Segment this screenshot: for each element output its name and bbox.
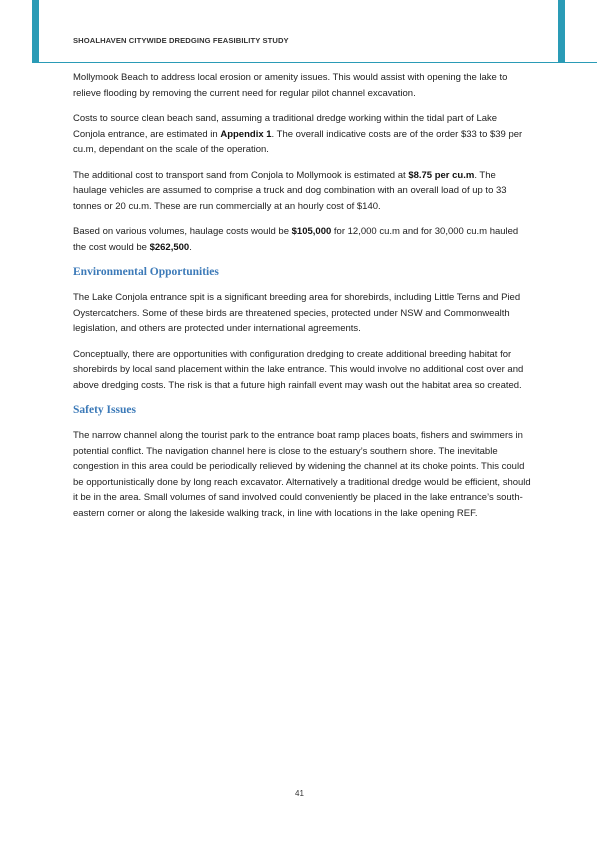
- paragraph: The additional cost to transport sand from Conjola to Mollymook is estimated at $8.75 per cu.m. The haulage vehicles are assumed to comprise a truck and dog combination with an overall load of up to 33 tonnes or 20 cu.m. These are run commercially at an hourly cost of $140.: [73, 169, 507, 212]
- page-number: 41: [295, 789, 304, 798]
- haulage-cost-12000: $105,000: [291, 226, 332, 237]
- section-heading-safety: Safety Issues: [73, 404, 136, 416]
- header-rule: [32, 62, 597, 63]
- paragraph: Based on various volumes, haulage costs would be $105,000 for 12,000 cu.m and for 30,000 cu.m hauled the cost would be $262,500.: [73, 226, 519, 253]
- body-content: [73, 70, 531, 531]
- header-accent-bar-right: [558, 0, 565, 62]
- haulage-cost-30000: $262,500: [149, 241, 190, 253]
- paragraph: The Lake Conjola entrance spit is a significant breeding area for shorebirds, including Little Terns and Pied Oystercatchers. Some of these birds are threatened species, protected under NSW and Commonwealth legislation, and others are protected under international agreements.: [73, 292, 521, 334]
- paragraph: The narrow channel along the tourist park to the entrance boat ramp places boats, fishers and swimmers in potential conflict. The navigation channel here is close to the estuary’s southern shore. The inevitable congestion in this area could be periodically relieved by widening the channel at its choke points. This could be opportunistically done by long reach excavator. Alternatively a traditional dredge would be efficient, should it be in the area. Small volumes of sand involved could conveniently be placed in the lake entrance’s south-eastern corner or along the lakeside walking track, in line with locations in the lake opening REF.: [73, 430, 531, 519]
- paragraph: Mollymook Beach to address local erosion or amenity issues. This would assist with opening the lake to relieve flooding by removing the current need for regular pilot channel excavation.: [73, 72, 508, 99]
- header-accent-bar-left: [32, 0, 39, 62]
- appendix-reference: Appendix 1: [220, 128, 272, 140]
- paragraph: Costs to source clean beach sand, assuming a traditional dredge working within the tidal part of Lake Conjola entrance, are estimated in Appendix 1. The overall indicative costs are of the order $33 to $39 per cu.m, dependant on the scale of the operation.: [73, 113, 523, 155]
- transport-cost-value: $8.75 per cu.m: [408, 169, 475, 181]
- paragraph: Conceptually, there are opportunities with configuration dredging to create additional breeding habitat for shorebirds by local sand placement within the lake entrance. This would involve no additional cost over and above dredging costs. The risk is that a future high rainfall event may wash out the habitat area so created.: [73, 348, 524, 391]
- running-header-title: SHOALHAVEN CITYWIDE DREDGING FEASIBILITY STUDY: [73, 36, 289, 45]
- section-heading-environmental: Environmental Opportunities: [73, 266, 219, 278]
